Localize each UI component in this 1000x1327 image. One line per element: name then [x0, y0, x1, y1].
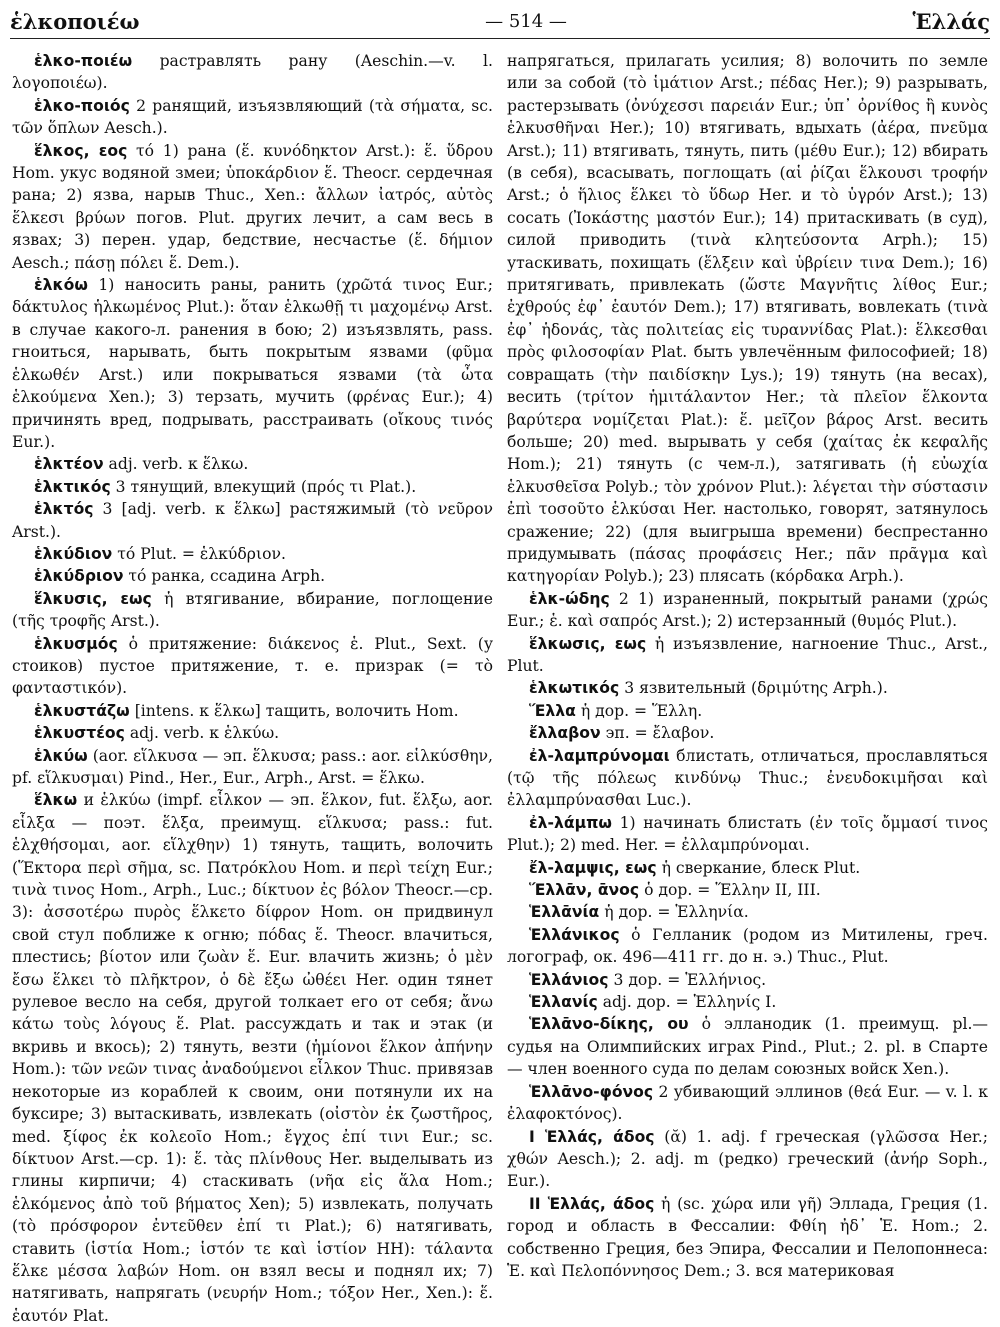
entry-headword: Ἑλλάνικος	[529, 925, 620, 944]
dictionary-entry	[507, 700, 988, 722]
entry-headword: ἕλκωσις, εως	[529, 634, 647, 653]
dictionary-entry	[12, 498, 493, 543]
left-column	[12, 50, 493, 1325]
dictionary-entry	[12, 700, 493, 722]
dictionary-entry	[507, 1126, 988, 1193]
entry-headword: Ἑλλανίς	[529, 993, 598, 1012]
entry-headword: ἑλκο-ποιός	[34, 96, 130, 115]
right-column	[507, 50, 989, 1280]
dictionary-entry	[12, 95, 493, 140]
dictionary-entry	[12, 476, 493, 498]
entry-headword: ἐλ-λαμπρύνομαι	[529, 746, 670, 765]
dictionary-entry	[12, 789, 493, 1327]
entry-headword: ἑλκύδριον	[34, 567, 124, 586]
dictionary-entry	[12, 274, 493, 453]
dictionary-entry	[507, 50, 988, 588]
entry-headword: ἑλκυστέος	[34, 724, 125, 743]
entry-definition: 3 тянущий, влекущий (πρός τι Plat.).	[110, 477, 417, 496]
entry-definition: напрягаться, прилагать усилия; 8) волочить по земле или за собой (τὸ ἱμάτιον Arst.; πέδας Her.); 9) разрывать, растерзывать (ὀνύχεσσι παρειάν Eur.; ὑπ᾽ ὀρνίθος ἢ κυνὸς ἑλκυσθῆναι Her.); 10) втягивать, вдыхать (ἀέρα, πνεῦμα Arst.); 11) втягивать, тянуть, пить (μέθυ Eur.); 12) вбирать (в себя), всасывать, поглощать (αἱ ῥίζαι ἕλκουσι τροφήν Arst.; ὁ ἥλιος ἕλκει τὸ ὕδωρ Her. и τὸ ὑγρόν Arst.); 13) сосать (Ἰοκάστης μαστόν Eur.); 14) притаскивать (в суд), силой приводить (τινὰ κλητεύσοντα Arph.); 15) утаскивать, похищать (ἕλξειν καὶ ὑβρίειν τινα Dem.); 16) притягивать, привлекать (ὥστε Μαγνῆτις λίθος Eur.; ἐχθρούς ἐφ᾽ ἑαυτόν Dem.); 17) втягивать, вовлекать (τινὰ ἐφ᾽ ἡδονάς, τὰς πολιτείας εἰς τυραννίδας Plat.): ἕλκεσθαι πρὸς φιλοσοφίαν Plat. быть увлечённым философией; 18) совращать (τὴν παιδίσκην Lys.); 19) тянуть (на весах), весить (τρίτον ἡμιτάλαντον Her.; τὰ πλεῖον ἕλκοντα βαρύτερα νομίζεται Plat.): ἕ. μεῖζον βάρος Arst. весить больше; 20) med. вырывать у себя (χαίτας ἐκ κεφαλῆς Hom.); 21) тянуть (с чем-л.), затягивать (ἡ εὐωχία ἑλκυσθεῖσα Polyb.; τὸν χρόνον Plut.): λέγεται τὴν σύστασιν ἐπὶ τοσοῦτο ἑλκύσαι Her. настолько, говорят, затянулось сражение; 22) (для выигрыша времени) беспрестанно придумывать (πάσας προφάσεις Her.; πᾶν πρᾶγμα καὶ κατηγορίαν Polyb.); 23) плясать (κόρδακα Arph.).	[507, 52, 988, 586]
entry-headword: ἑλκτικός	[34, 477, 111, 496]
entry-definition: 1) начинать блистать (ἐν τοῖς ὄμμασί τινος Plut.); 2) med. Her. = ἐλλαμπρύνομαι.	[507, 813, 988, 855]
entry-definition: 2 ранящий, изъязвляющий (τὰ σήματα, sc. τῶν ὅπλων Aesch.).	[12, 96, 493, 138]
dictionary-entry	[507, 1081, 988, 1126]
entry-headword: ἐλ-λάμπω	[529, 813, 612, 832]
entry-definition: adj. verb. к ἑλκύω.	[124, 724, 280, 743]
dictionary-entry	[507, 722, 988, 744]
two-column-body	[12, 50, 989, 1325]
entry-definition: ἡ дор. = Ἕλλη.	[575, 701, 703, 720]
entry-definition: 3 язвительный (δριμύτης Arph.).	[619, 679, 888, 698]
entry-headword: ἑλκτέον	[34, 455, 104, 474]
entry-definition: τό 1) рана (ἕ. κυνόδηκτον Arst.): ἕ. ὕδρου Hom. укус водяной змеи; ὑποκάρδιον ἕ. Theocr. сердечная рана; 2) язва, нарыв Thuc., Xen.: ἄλλων ἰατρός, αὐτὸς ἕλκεσι βρύων погов. Plut. других лечит, а сам весь в язвах; 3) перен. удар, бедствие, несчастье (ἕ. δήμιον Aesch.; πάσῃ πόλει ἕ. Dem.).	[12, 141, 493, 272]
entry-definition: 2 убивающий эллинов (θεά Eur. — v. l. κ ἐλαφοκτόνος).	[507, 1082, 988, 1124]
entry-definition: adj. verb. к ἕλκω.	[103, 455, 249, 474]
dictionary-entry	[12, 543, 493, 565]
dictionary-entry	[12, 140, 493, 274]
entry-definition: ἡ втягивание, вбирание, поглощение (τῆς τροφῆς Arst.).	[12, 589, 493, 631]
entry-headword: ἑλκ-ώδης	[529, 589, 610, 608]
entry-headword: ἑλκόω	[34, 276, 88, 295]
dictionary-entry	[507, 857, 988, 879]
entry-headword: ἑλκο-ποιέω	[34, 52, 133, 70]
entry-headword: Ἑλλᾱνο-φόνος	[529, 1082, 654, 1101]
entry-definition: ὁ Гелланик (родом из Митилены, греч. логограф, ок. 496—411 гг. до н. э.) Thuc., Plut.	[507, 925, 988, 967]
entry-definition: τό Plut. = ἑλκύδριον.	[112, 544, 286, 563]
dictionary-entry	[507, 991, 988, 1013]
entry-headword: ἔλλαβον	[529, 724, 601, 743]
dictionary-entry	[507, 1193, 988, 1283]
entry-definition: ἡ изъязвление, нагноение Thuc., Arst., Plut.	[507, 634, 988, 675]
dictionary-entry	[507, 1013, 988, 1080]
entry-definition: 2 1) израненный, покрытый ранами (χρώς Eur.; ἑ. καὶ σαπρός Arst.); 2) истерзанный (θυμός Plut.).	[507, 589, 988, 631]
entry-definition: 3 [adj. verb. к ἕλκω] растяжимый (τὸ νεῦρον Arst.).	[12, 500, 493, 541]
entry-headword: Ἑλλᾱνία	[529, 903, 600, 922]
entry-headword: II Ἑλλάς, άδος	[529, 1194, 655, 1213]
entry-definition: и ἑλκύω (impf. εἷλκον — эп. ἕλκον, fut. ἕλξω, aor. εἷλξα — поэт. ἕλξα, преимущ. εἵλκυσα; pass.: fut. ἑλχθήσομαι, aor. εἵλχθην) 1) тянуть, тащить, волочить (Ἕκτορα περὶ σῆμα, sc. Πατρόκλου Hom. и περὶ τείχη Eur.; τινὰ τινος Hom., Arph., Luc.; δίκτυον ἐς βόλον Theocr.—ср. 3): ἀσσοτέρω πυρὸς ἕλκετο δίφρον Hom. он придвинул свой стул поближе к огню; πόδας ἕ. Theocr. влачиться, плестись; βίοτον или ζωὰν ἕ. Eur. влачить жизнь; ὁ μὲν ἔσω ἕλκει τὸ πλῆκτρον, ὁ δὲ ἔξω ὠθέει Her. один тянет рулевое весло на себя, другой толкает его от себя; ἄνω κάτω τοὺς λόγους ἕ. Plat. рассуждать и так и этак (и вкривь и вкось); 2) тянуть, везти (ἡμίονοι ἕλκον ἀπήνην Hom.): τῶν νεῶν τινας ἀναδούμενοι εἷλκον Thuc. привязав некоторые из кораблей к своим, они потянули их на буксире; 3) вытаскивать, извлекать (οἰστὸν ἐκ ζωστῆρος, med. ξίφος ἐκ κολεοῖο Hom.; ἔγχος ἐπί τινι Eur.; sc. δίκτυον Arst.—ср. 1): ἕ. τὰς πλίνθους Her. выделывать из глины кирпичи; 4) стаскивать (νῆα εἰς ἅλα Hom.; ἑλκόμενος ἀπὸ τοῦ βήματος Xen); 5) извлекать, получать (τὸ πρόσφορον ἐντεῦθεν ἐπί τι Plat.); 6) натягивать, ставить (ἱστία Hom.; ἱστόν τε καὶ ἱστίον HH): τάλαντα ἕλκε μέσσα λαβών Hom. он взял весы и поднял их; 7) натягивать, напрягать (νευρήν Hom.; τόξον Her., Xen.): ἕ. ἑαυτόν Plat.	[12, 791, 493, 1325]
dictionary-entry	[12, 453, 493, 475]
entry-headword: ἕλκυσις, εως	[34, 589, 152, 608]
dictionary-entry	[507, 924, 988, 969]
entry-definition: ἡ дор. = Ἑλληνία.	[599, 903, 749, 922]
entry-definition: блистать, отличаться, прославляться (τῷ τῆς πόλεως κινδύνῳ Thuc.; ἐνευδοκιμῆσαι καὶ ἐλλαμπρύνασθαι Luc.).	[507, 746, 988, 810]
dictionary-entry	[12, 565, 493, 587]
entry-headword: ἑλκυστάζω	[34, 701, 130, 720]
entry-headword: Ἑλλάνιος	[529, 970, 609, 989]
entry-headword: Ἕλλᾱν, ᾱνος	[529, 881, 640, 900]
dictionary-entry	[507, 879, 988, 901]
dictionary-entry	[507, 969, 988, 991]
entry-definition: ἡ сверкание, блеск Plut.	[656, 858, 861, 877]
entry-definition: [intens. к ἕλκω] тащить, волочить Hom.	[129, 701, 459, 720]
entry-definition: 1) наносить раны, ранить (χρῶτά τινος Eur.; δάκτυλος ἡλκωμένος Plut.): ὅταν ἑλκωθῇ τι μαχομένῳ Arst. в случае какого-л. ранения в бою; 2) изъязвлять, pass. гноиться, нарывать, быть покрытым язвами (φῦμα ἑλκωθέν Arst.) или покрываться язвами (τὰ ὦτα ἑλκούμενα Xen.); 3) терзать, мучить (φρένας Eur.); 4) причинять вред, подрывать, расстраивать (οἴκους τινός Eur.).	[12, 276, 493, 451]
header-first-headword: ἑλκοποιέω	[10, 8, 140, 34]
dictionary-entry	[12, 50, 493, 95]
entry-definition: ἡ (sc. χώρα или γῆ) Эллада, Греция (1. город и область в Фессалии: Φθίη ἠδ᾽ Ἑ. Hom.; 2. собственно Греция, без Эпира, Фессалии и Пелопоннеса: Ἑ. καὶ Πελοπόννησος Dem.; 3. вся материковая	[507, 1194, 988, 1280]
page-number: — 514 —	[485, 10, 567, 32]
entry-definition: ὁ притяжение: διάκενος ἑ. Plut., Sext. (у стоиков) пустое притяжение, т. е. призрак (= τὸ φανταστικόν).	[12, 634, 493, 698]
entry-definition: эп. = ἔλαβον.	[600, 724, 715, 743]
dictionary-entry	[12, 722, 493, 744]
entry-definition: ὁ элланодик (1. преимущ. pl.— судья на Олимпийских играх Pind., Plut.; 2. pl. в Спарте — член военного суда по делам союзных войск Xen.).	[507, 1015, 989, 1079]
entry-headword: I Ἑλλάς, άδος	[529, 1127, 655, 1146]
entry-definition: 3 дор. = Ἑλλήνιος.	[608, 970, 767, 989]
entry-headword: ἑλκωτικός	[529, 679, 620, 698]
entry-definition: (ᾰ) 1. adj. f греческая (γλῶσσα Her.; χθών Aesch.); 2. adj. m (редко) греческий (ἀνήρ Soph., Eur.).	[507, 1127, 988, 1191]
entry-headword: ἑλκύδιον	[34, 544, 113, 563]
entry-definition: растравлять рану (Aeschin.—v. l. λογοποιέω).	[12, 52, 493, 93]
header-last-headword: Ἑλλάς	[912, 8, 990, 34]
entry-headword: ἕλκω	[34, 791, 78, 810]
dictionary-entry	[507, 812, 988, 857]
entry-definition: (aor. εἵλκυσα — эп. ἕλκυσα; pass.: aor. εἱλκύσθην, pf. εἵλκυσμαι) Pind., Her., Eur., Arph., Arst. = ἕλκω.	[12, 746, 493, 787]
entry-definition: ὁ дор. = Ἕλλην II, III.	[639, 881, 821, 900]
entry-headword: Ἕλλα	[529, 701, 576, 720]
dictionary-entry	[12, 588, 493, 633]
entry-headword: Ἑλλᾱνο-δίκης, ου	[529, 1015, 689, 1034]
entry-definition: τό ранка, ссадина Arph.	[123, 567, 326, 586]
dictionary-entry	[507, 633, 988, 678]
entry-headword: ἑλκυσμός	[34, 634, 118, 653]
dictionary-entry	[507, 901, 988, 923]
entry-headword: ἕλκος, εος	[34, 141, 128, 160]
dictionary-entry	[507, 677, 988, 699]
dictionary-entry	[507, 588, 988, 633]
dictionary-entry	[507, 745, 988, 812]
entry-headword: ἑλκτός	[34, 500, 94, 519]
entry-headword: ἑλκύω	[34, 746, 88, 765]
entry-headword: ἔλ-λαμψις, εως	[529, 858, 657, 877]
dictionary-entry	[12, 745, 493, 790]
dictionary-entry	[12, 633, 493, 700]
page-header	[10, 4, 990, 39]
entry-definition: adj. дор. = Ἑλληνίς I.	[597, 993, 777, 1012]
